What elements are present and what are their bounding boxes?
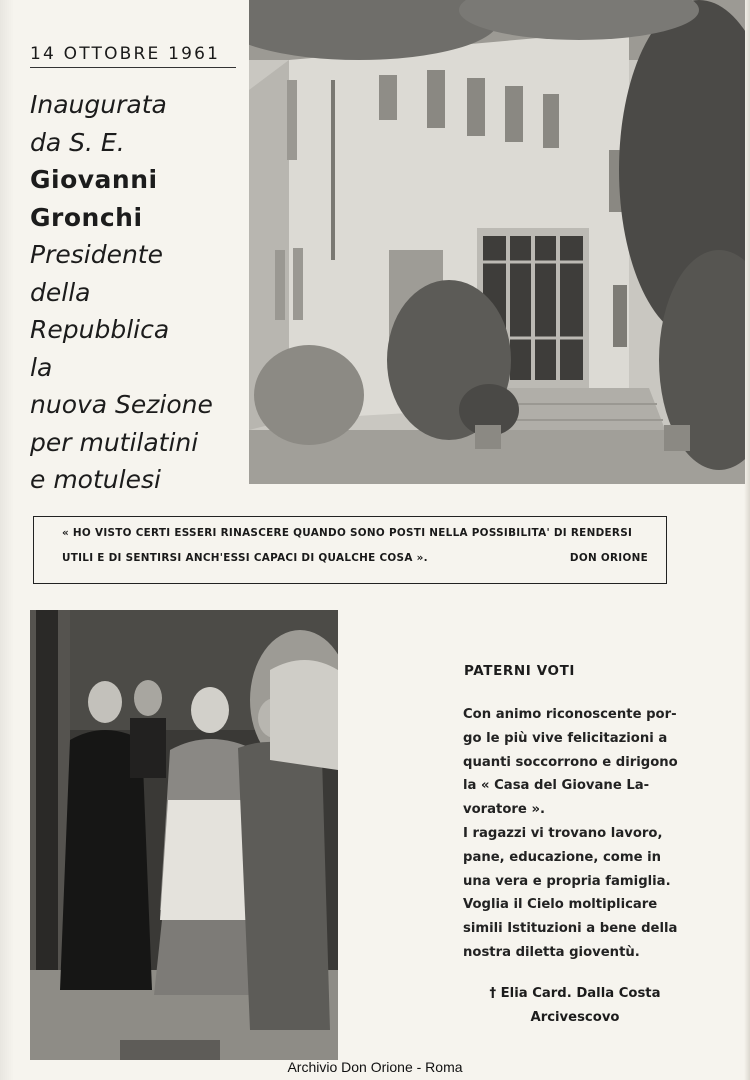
don-orione-quote-box xyxy=(33,516,667,584)
president-first-name: Giovanni xyxy=(30,165,158,194)
cardinal-photo xyxy=(30,610,338,1060)
archive-footer: Archivio Don Orione - Roma xyxy=(287,1059,463,1075)
issue-date: 14 OTTOBRE 1961 xyxy=(30,44,236,68)
quote-line-2-row xyxy=(62,552,648,564)
page-binding-shadow xyxy=(0,0,14,1080)
signature-block xyxy=(480,982,670,1030)
message-line: Con animo riconoscente por- xyxy=(463,707,677,722)
headline-line: Repubblica xyxy=(30,315,170,344)
message-line: simili Istituzioni a bene della xyxy=(463,921,678,937)
president-last-name: Gronchi xyxy=(30,202,143,232)
message-line: voratore ». xyxy=(463,802,545,818)
message-line: nostra diletta gioventù. xyxy=(463,944,640,960)
message-line: la « Casa del Giovane La- xyxy=(463,778,650,794)
building-photo-illustration xyxy=(249,0,745,484)
headline-line: la xyxy=(30,352,53,382)
headline xyxy=(30,86,245,499)
message-line: una vera e propria famiglia. xyxy=(463,873,671,889)
headline-line: Presidente xyxy=(30,240,163,269)
headline-line: per mutilatini xyxy=(30,427,199,457)
message-line: go le più vive felicitazioni a xyxy=(463,730,668,746)
quote-line-1: « HO VISTO CERTI ESSERI RINASCERE QUANDO SONO POSTI NELLA POSSIBILITA' DI RENDERSI xyxy=(62,527,633,539)
signature-title: Arcivescovo xyxy=(530,1010,620,1025)
quote-author: DON ORIONE xyxy=(569,552,648,564)
message-line: quanti soccorrono e dirigono xyxy=(463,754,678,770)
building-photo xyxy=(249,0,745,484)
headline-line: della xyxy=(30,277,91,307)
headline-line: e motulesi xyxy=(30,465,161,494)
section-title-paterni-voti: PATERNI VOTI xyxy=(464,663,576,679)
headline-line: da S. E. xyxy=(30,127,125,157)
message-body xyxy=(463,703,678,965)
headline-line: Inaugurata xyxy=(30,90,167,119)
headline-line: nuova Sezione xyxy=(30,390,213,419)
cardinal-photo-illustration xyxy=(30,610,338,1060)
message-line: Voglia il Cielo moltiplicare xyxy=(463,897,658,913)
message-line: pane, educazione, come in xyxy=(463,849,662,865)
quote-line-2: UTILI E DI SENTIRSI ANCH'ESSI CAPACI DI QUALCHE COSA ». xyxy=(62,552,428,564)
signature-name: † Elia Card. Dalla Costa xyxy=(489,986,661,1001)
message-line: I ragazzi vi trovano lavoro, xyxy=(463,825,663,841)
